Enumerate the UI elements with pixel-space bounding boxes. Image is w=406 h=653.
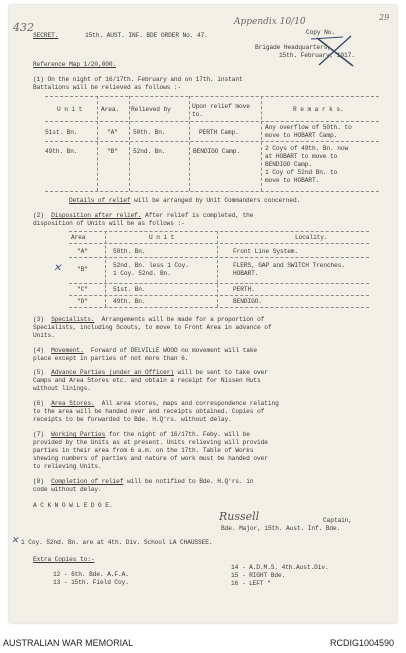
para-6-line-1 <box>33 400 279 408</box>
extra-copy-left: 12 - 6th. Bde. A.F.A. <box>53 571 129 578</box>
para-3-line-1 <box>33 316 264 324</box>
extra-copy-left: 13 - 15th. Field Coy. <box>53 579 129 586</box>
para-6-number: (6) <box>33 400 44 407</box>
para-5-line-1 <box>33 369 268 377</box>
para-7-line-1 <box>33 431 250 439</box>
para-7-line-4: shewing numbers of parties and nature of work must be handed over <box>33 455 268 462</box>
para-1-line-2: Battalions will be relieved as follows :- <box>33 84 182 91</box>
para-6-title: Area Stores. <box>51 400 95 407</box>
relief-row-2-remark-line: move to HOBART. <box>265 177 320 184</box>
handwritten-x-note-mark: ✕ <box>11 536 19 546</box>
relief-row-2-area: "B" <box>107 148 118 155</box>
para-7-line-5: to relieving Units. <box>33 463 102 470</box>
para-4-text: Forward of DELVILLE WOOD no movement will take <box>90 347 258 354</box>
relief-row-2-remark-line: BENDIGO Camp. <box>265 161 312 168</box>
disposition-table-header-rule <box>69 243 369 244</box>
relief-header-remarks: R e m a r k s. <box>293 106 344 113</box>
archive-id: RCDIG1004590 <box>330 638 395 648</box>
appendix-note: Appendix 10/10 <box>234 17 306 27</box>
relief-row-1-area: "A" <box>107 129 118 136</box>
disposition-row-1-unit: 50th. Bn. <box>113 248 146 255</box>
para-7-text: for the night of 16/17th. Feby. will be <box>105 431 250 438</box>
disposition-table-top-rule <box>69 231 369 232</box>
para-3-line-3: Units. <box>33 332 55 339</box>
para-2-text: After relief is completed, the <box>141 212 254 219</box>
signature-rank: Captain, <box>323 517 352 524</box>
details-of-relief-title: Details of relief <box>69 197 131 204</box>
relief-row-2-remark-line: 1 Coy of 52nd Bn. to <box>265 169 338 176</box>
relief-table-header-rule <box>45 121 379 122</box>
para-1-line-1: (1) On the night of 16/17th. February and on 17th. instant <box>33 76 243 83</box>
disposition-row-1-area: "A" <box>77 248 88 255</box>
para-8-text: will be notified to Bde. H.Q'rs. in <box>123 478 254 485</box>
para-6-line-2: to the area will be handed over and receipts obtained. Copies of <box>33 408 265 415</box>
para-4-number: (4) <box>33 347 44 354</box>
para-7-line-3: parties in their area from 6 a.m. on the 17th. Table of Works <box>33 447 254 454</box>
para-6-text: All area stores, maps and correspondence relating <box>101 400 279 407</box>
disposition-header-area: Area <box>71 234 86 241</box>
relief-header-unit: U n i t <box>57 106 83 113</box>
para-5-number: (5) <box>33 369 44 376</box>
para-8-line-2: code without delay. <box>33 486 102 493</box>
relief-row-2-move-to: BENDIGO Camp. <box>193 148 240 155</box>
para-2-line-2: disposition of Units will be as follows :- <box>33 220 185 227</box>
page-number: 432 <box>13 21 34 34</box>
para-4-title: Movement. <box>51 347 84 354</box>
secret-heading: SECRET. <box>33 32 59 39</box>
relief-row-1-remark-line: move to HOBART Camp. <box>265 132 338 139</box>
para-6-line-3: receipts to be forwarded to Bde. H.Q'rs. without delay. <box>33 416 232 423</box>
para-3-title: Specialists. <box>51 316 95 323</box>
order-title: 15th. AUST. INF. BDE ORDER No. 47. <box>85 32 208 39</box>
disposition-row-rule <box>69 257 369 258</box>
para-4-line-1 <box>33 347 257 355</box>
copy-number-label: Copy No. <box>306 29 335 36</box>
relief-row-2-unit: 49th. Bn. <box>45 148 78 155</box>
disposition-col-divider <box>217 231 218 307</box>
extra-copy-right: 15 - RIGHT Bde. <box>231 572 286 579</box>
archive-name: AUSTRALIAN WAR MEMORIAL <box>3 638 134 648</box>
order-date: 15th. February, 1917. <box>279 52 355 59</box>
para-3-number: (3) <box>33 316 44 323</box>
relief-col-divider <box>97 96 98 191</box>
disposition-table-bottom-rule <box>69 307 369 308</box>
para-8-line-1 <box>33 478 253 486</box>
disposition-row-1-locality: Front Line System. <box>233 248 299 255</box>
relief-table-top-rule <box>45 96 379 97</box>
para-8-number: (8) <box>33 478 44 485</box>
relief-col-divider <box>129 96 130 191</box>
para-2-line-1 <box>33 212 253 220</box>
para-5-line-3: without linings. <box>33 385 91 392</box>
relief-row-2-remark-line: 2 Coys of 49th. Bn. now <box>265 145 349 152</box>
relief-row-2-relieved-by: 52nd. Bn. <box>133 148 166 155</box>
relief-row-1-unit: 51st. Bn. <box>45 129 78 136</box>
relief-row-2-remark-line: at HOBART to move to <box>265 153 338 160</box>
disposition-header-unit: U n i t <box>149 234 175 241</box>
disposition-row-2-area: "B" <box>77 266 88 273</box>
relief-header-relieved-by: Relieved by <box>131 106 171 113</box>
disposition-row-2-locality-line: FLERS, GAP and SWITCH Trenches. <box>233 262 346 269</box>
para-2-number: (2) <box>33 212 44 219</box>
relief-col-divider <box>189 96 190 191</box>
disposition-row-2-unit-line: 1 Coy. 52nd. Bn. <box>113 270 171 277</box>
para-7-line-2: provided by the Units as at present. Units relieving will provide <box>33 439 268 446</box>
para-5-line-2: Camps and Area Stores etc. and obtain a receipt for Nissen Huts <box>33 377 261 384</box>
relief-row-1-move-to: PERTH Camp. <box>199 129 239 136</box>
disposition-row-2-locality-line: HOBART. <box>233 270 259 277</box>
disposition-row-rule <box>69 295 369 296</box>
para-7-title: Working Parties <box>51 431 106 438</box>
school-note: 1 Coy. 52nd. Bn. are at 4th. Div. School LA CHAUSSEE. <box>21 539 213 546</box>
disposition-row-3-area: "C" <box>77 286 88 293</box>
handwritten-signature: Russell <box>219 510 260 523</box>
relief-header-upon-relief: Upon relief move to. <box>192 103 250 118</box>
document-page <box>9 5 397 623</box>
disposition-row-4-unit: 49th. Bn. <box>113 298 146 305</box>
disposition-row-4-locality: BENDIGO. <box>233 298 262 305</box>
disposition-row-3-unit: 51st. Bn. <box>113 286 146 293</box>
reference-map: Reference Map 1/20,000. <box>33 61 117 68</box>
disposition-col-divider <box>105 231 106 307</box>
para-7-number: (7) <box>33 431 44 438</box>
relief-table-row-rule <box>45 141 379 142</box>
para-3-line-2: Specialists, including Scouts, to move to Front Area in advance of <box>33 324 272 331</box>
para-5-title: Advance Parties (under an Officer) <box>51 369 174 376</box>
details-of-relief-line <box>69 197 300 205</box>
disposition-row-2-unit-line: 52nd. Bn. less 1 Coy. <box>113 262 189 269</box>
relief-col-divider <box>261 96 262 191</box>
extra-copies-heading: Extra Copies to:- <box>33 556 95 563</box>
relief-row-1-relieved-by: 50th. Bn. <box>133 129 166 136</box>
para-2-title: Disposition after relief. <box>51 212 142 219</box>
copy-number-mark: 29 <box>379 13 390 22</box>
disposition-row-3-locality: PERTH. <box>233 286 255 293</box>
archive-footer <box>0 633 406 653</box>
para-4-line-2: place except in parties of not more than 6. <box>33 355 189 362</box>
acknowledge-line: A C K N O W L E D G E. <box>33 502 113 509</box>
para-8-title: Completion of relief <box>51 478 124 485</box>
extra-copy-right: 16 - LEFT " <box>231 580 271 587</box>
brigade-hq: Brigade Headquarters, <box>255 44 331 51</box>
relief-table-bottom-rule <box>45 191 379 192</box>
disposition-header-locality: Locality. <box>295 234 328 241</box>
relief-header-area: Area. <box>101 106 120 113</box>
disposition-row-rule <box>69 283 369 284</box>
relief-row-1-remark-line: Any overflow of 50th. to <box>265 124 352 131</box>
signature-title: Bde. Major, 15th. Aust. Inf. Bde. <box>221 525 341 532</box>
handwritten-x-mark: ✕ <box>53 263 62 274</box>
details-of-relief-text: will be arranged by Unit Commanders concerned. <box>130 197 301 204</box>
disposition-row-4-area: "D" <box>77 298 88 305</box>
extra-copy-right: 14 - A.D.M.S. 4th.Aust.Div. <box>231 564 329 571</box>
para-5-text: will be sent to take over <box>173 369 268 376</box>
para-3-text: Arrangements will be made for a proportion of <box>101 316 265 323</box>
